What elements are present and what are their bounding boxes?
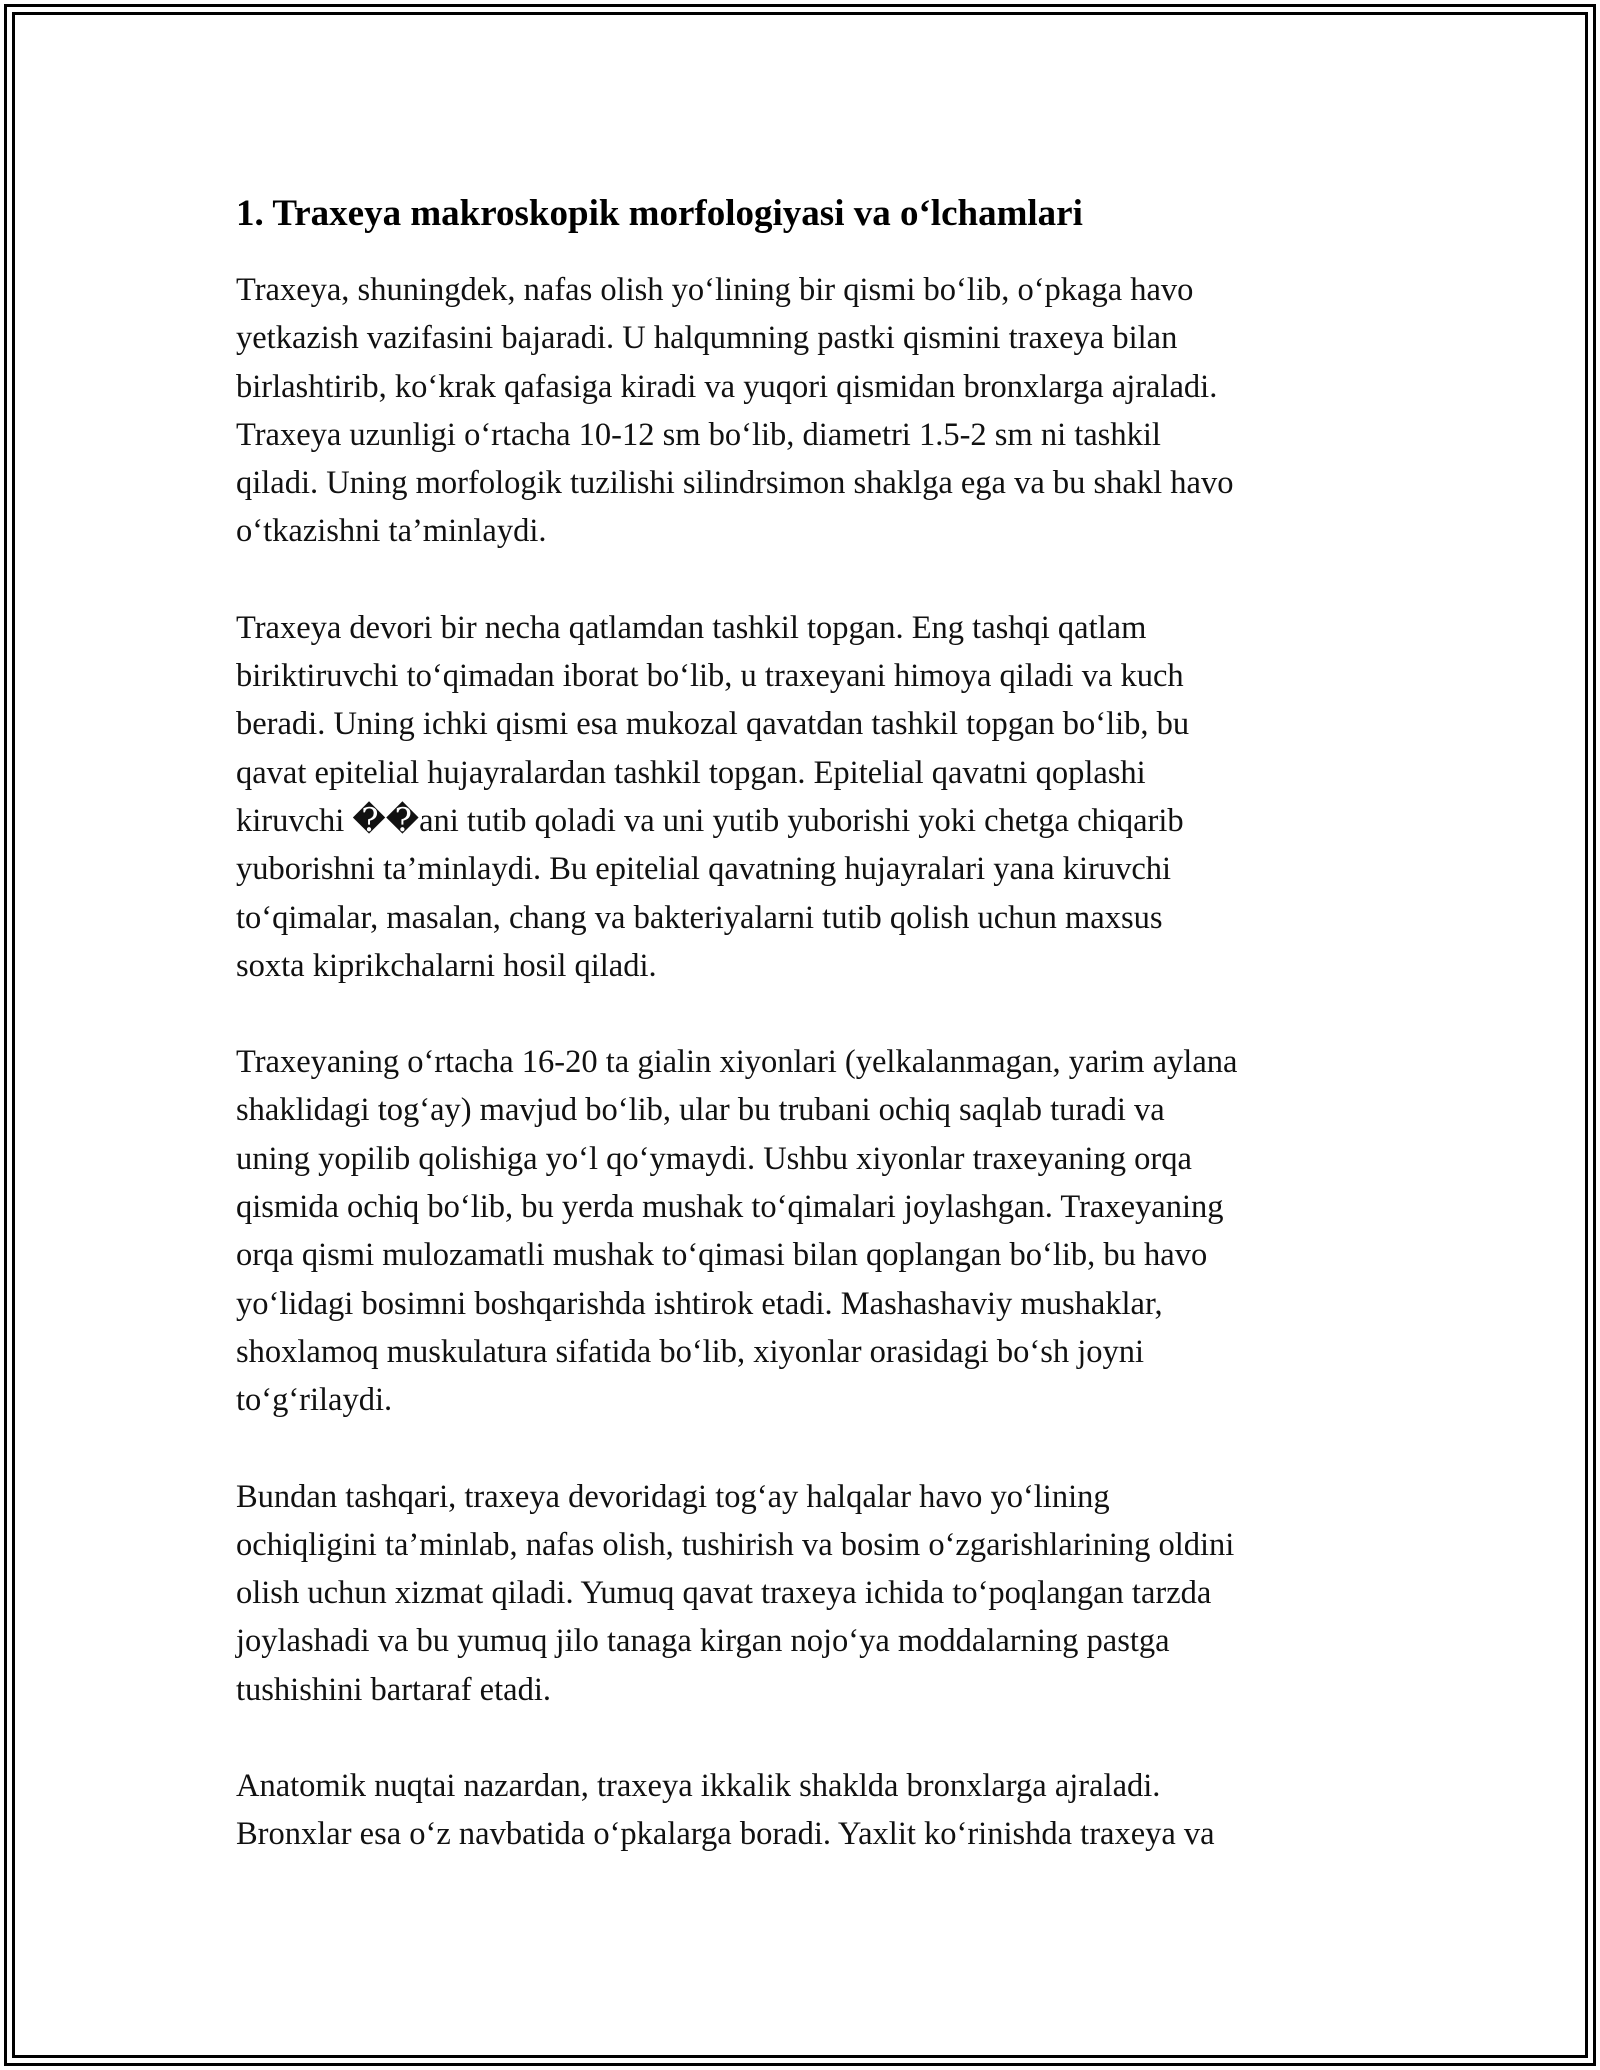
text-line: o‘tkazishni ta’minlaydi. — [236, 513, 547, 550]
text-line: Anatomik nuqtai nazardan, traxeya ikkalik shaklda bronxlarga ajraladi. — [236, 1768, 1161, 1805]
section-heading: 1. Traxeya makroskopik morfologiyasi va o‘lchamlari — [236, 193, 1083, 234]
text-line: Traxeya uzunligi o‘rtacha 10-12 sm bo‘lib, diametri 1.5-2 sm ni tashkil — [236, 416, 1161, 453]
text-line: yetkazish vazifasini bajaradi. U halqumning pastki qismini traxeya bilan — [236, 320, 1178, 357]
paragraph-5 — [236, 1762, 1376, 1859]
text-line: Traxeyaning o‘rtacha 16-20 ta gialin xiyonlari (yelkalanmagan, yarim aylana — [236, 1044, 1238, 1081]
text-line: yuborishni ta’minlaydi. Bu epitelial qavatning hujayralari yana kiruvchi — [236, 851, 1172, 888]
text-line: yo‘lidagi bosimni boshqarishda ishtirok etadi. Mashashaviy mushaklar, — [236, 1285, 1163, 1322]
text-line: shaklidagi tog‘ay) mavjud bo‘lib, ular bu trubani ochiq saqlab turadi va — [236, 1092, 1165, 1129]
text-line: Bundan tashqari, traxeya devoridagi tog‘ay halqalar havo yo‘lining — [236, 1478, 1110, 1515]
paragraph-4 — [236, 1473, 1376, 1714]
text-line: Bronxlar esa o‘z navbatida o‘pkalarga boradi. Yaxlit ko‘rinishda traxeya va — [236, 1816, 1215, 1853]
text-line: Traxeya devori bir necha qatlamdan tashkil topgan. Eng tashqi qatlam — [236, 609, 1147, 646]
text-line: ochiqligini ta’minlab, nafas olish, tushirish va bosim o‘zgarishlarining oldini — [236, 1526, 1235, 1563]
text-line: biriktiruvchi to‘qimadan iborat bo‘lib, u traxeyani himoya qiladi va kuch — [236, 658, 1184, 695]
text-line: orqa qismi mulozamatli mushak to‘qimasi bilan qoplangan bo‘lib, bu havo — [236, 1237, 1208, 1274]
text-line: birlashtirib, ko‘krak qafasiga kiradi va yuqori qismidan bronxlarga ajraladi. — [236, 368, 1218, 405]
paragraph-2 — [236, 604, 1376, 990]
text-line: qavat epitelial hujayralardan tashkil topgan. Epitelial qavatni qoplashi — [236, 754, 1146, 791]
text-line: joylashadi va bu yumuq jilo tanaga kirgan nojo‘ya moddalarning pastga — [236, 1623, 1170, 1660]
text-line: soxta kiprikchalarni hosil qiladi. — [236, 947, 657, 984]
text-line: qismida ochiq bo‘lib, bu yerda mushak to‘qimalari joylashgan. Traxeyaning — [236, 1189, 1224, 1226]
text-line: Traxeya, shuningdek, nafas olish yo‘lining bir qismi bo‘lib, o‘pkaga havo — [236, 272, 1194, 308]
paragraph-3 — [236, 1038, 1376, 1424]
text-line: tushishini bartaraf etadi. — [236, 1671, 551, 1708]
text-line: to‘qimalar, masalan, chang va bakteriyalarni tutib qolish uchun maxsus — [236, 899, 1163, 936]
text-line: olish uchun xizmat qiladi. Yumuq qavat traxeya ichida to‘poqlangan tarzda — [236, 1575, 1212, 1612]
text-line: beradi. Uning ichki qismi esa mukozal qavatdan tashkil topgan bo‘lib, bu — [236, 706, 1190, 743]
text-line: uning yopilib qolishiga yo‘l qo‘ymaydi. Ushbu xiyonlar traxeyaning orqa — [236, 1140, 1192, 1177]
text-line: to‘g‘rilaydi. — [236, 1382, 393, 1419]
text-line: shoxlamoq muskulatura sifatida bo‘lib, xiyonlar orasidagi bo‘sh joyni — [236, 1333, 1145, 1370]
text-line: qiladi. Uning morfologik tuzilishi silindrsimon shaklga ega va bu shakl havo — [236, 465, 1234, 502]
paragraph-1 — [236, 266, 1376, 556]
text-line: kiruvchi ��ani tutib qoladi va uni yutib yuborishi yoki chetga chiqarib — [236, 802, 1184, 839]
document-body — [236, 188, 1376, 1907]
